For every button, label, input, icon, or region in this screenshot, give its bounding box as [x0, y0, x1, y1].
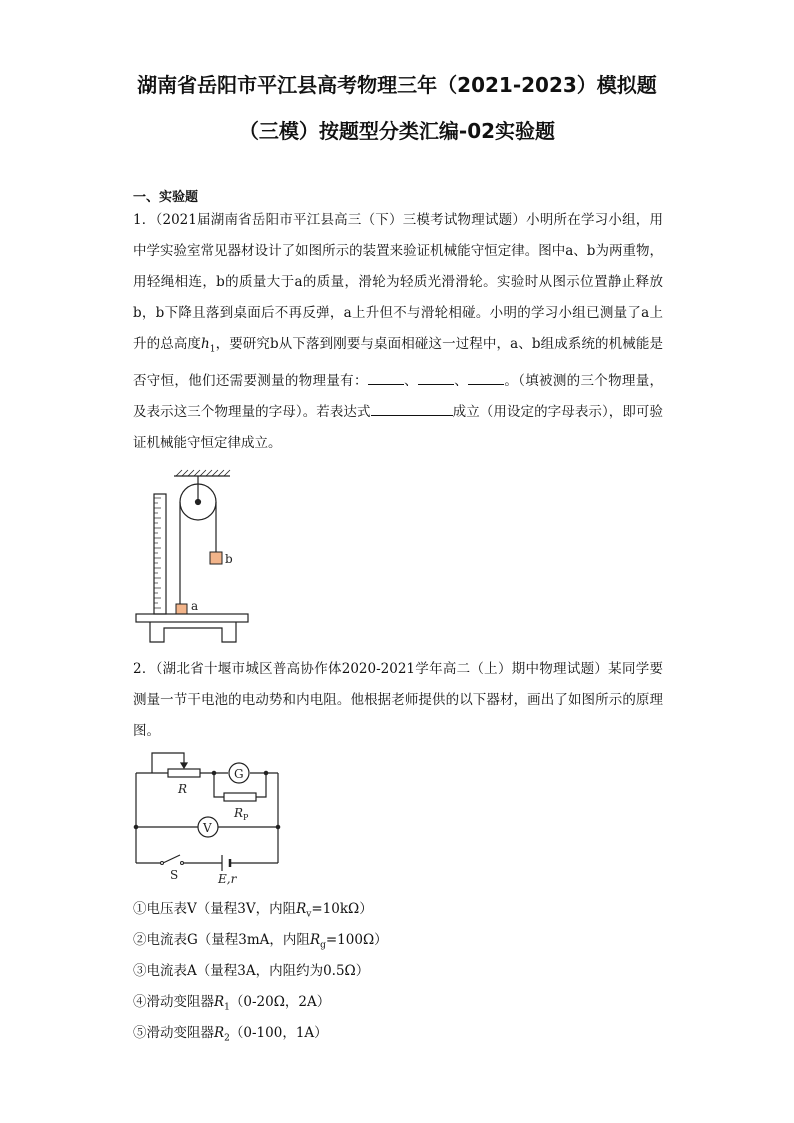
item-mark: ④ — [133, 994, 147, 1010]
q2-source: （湖北省十堰市城区普高协作体2020-2021学年高二（上）期中物理试题） — [155, 661, 609, 677]
mass-b — [210, 552, 222, 564]
circuit-diagram-figure — [130, 747, 290, 885]
equipment-item-1 — [133, 899, 373, 925]
q2-text: 某同学要测量一节干电池的电动势和内电阻。他根据老师提供的以下器材，画出了如图所示的原理图。 — [133, 661, 663, 739]
q1-h-var: h — [201, 336, 210, 352]
q1-text-a: 小明所在学习小组，用中学实验室常见器材设计了如图所示的装置来验证机械能守恒定律。图中a、b为两重物，用轻绳相连，b的质量大于a的质量，滑轮为轻质光滑滑轮。实验时从图示位置静止释放b，b下降且落到桌面后不再反弹，a上升但不与滑轮相碰。小明的学习小组已测量了a上升的总高度 — [133, 212, 664, 352]
answer-blank-1[interactable] — [368, 370, 404, 385]
q1-sep-1: 、 — [403, 372, 418, 389]
page-title: 湖南省岳阳市平江县高考物理三年（2021-2023）模拟题（三模）按题型分类汇编-02实验题 — [137, 73, 657, 143]
item-text: 电流表A（量程3A，内阻约为0.5Ω） — [146, 963, 370, 979]
equipment-item-3 — [133, 961, 369, 981]
q1-sep-2: 、 — [453, 372, 469, 389]
q1-source: （2021届湖南省岳阳市平江县高三（下）三模考试物理试题） — [155, 212, 527, 228]
item-mark: ② — [133, 932, 147, 948]
item-text-tail: =100Ω） — [325, 932, 388, 948]
q2-number: 2． — [133, 661, 156, 677]
item-mark: ⑤ — [133, 1025, 147, 1041]
label-b: b — [225, 552, 233, 566]
item-text: 电压表V（量程3V，内阻 — [146, 901, 297, 917]
mass-a — [176, 604, 187, 614]
item-text: 电流表G（量程3mA，内阻 — [146, 932, 310, 948]
equipment-item-4 — [133, 992, 330, 1018]
ruler-ticks — [154, 498, 161, 608]
item-var: R — [214, 1025, 225, 1041]
item-sub: 1 — [224, 1002, 230, 1013]
label-v: V — [203, 821, 212, 835]
pulley-apparatus-figure — [130, 462, 260, 648]
answer-blank-expression[interactable] — [371, 401, 453, 416]
equipment-item-2 — [133, 930, 388, 956]
item-mark: ③ — [133, 963, 147, 979]
q1-text-d: 成立（用设定的字母表示），即可验证机械能守恒定律成立。 — [133, 403, 664, 451]
answer-blank-2[interactable] — [418, 370, 454, 385]
question-2 — [133, 654, 663, 747]
label-er: E,r — [218, 872, 237, 885]
item-var: R — [309, 932, 321, 948]
q1-text-c: 。（填被测的三个物理量，及表示这三个物理量的字母）。若表达式 — [133, 372, 664, 420]
label-rp: R — [234, 806, 244, 820]
label-a: a — [191, 599, 199, 613]
table — [136, 614, 248, 642]
item-var: R — [214, 994, 225, 1010]
item-text: 滑动变阻器 — [146, 994, 214, 1010]
q1-text-b: ，要研究b从下落到刚要与桌面相碰这一过程中，a、b组成系统的机械能是否守恒，他们还需要测量的物理量有： — [133, 336, 663, 389]
label-g: G — [234, 767, 244, 781]
label-r: R — [178, 782, 188, 796]
question-1 — [133, 205, 663, 459]
item-text-tail: （0-100，1A） — [229, 1025, 328, 1041]
item-sub: v — [306, 909, 312, 920]
q1-h-sub: 1 — [209, 344, 216, 355]
item-text-tail: （0-20Ω，2A） — [229, 994, 331, 1010]
item-sub: g — [320, 940, 326, 951]
q1-number: 1． — [133, 212, 156, 228]
item-sub: 2 — [224, 1033, 230, 1044]
label-rp-sub: P — [243, 813, 249, 822]
section-heading: 一、实验题 — [133, 190, 199, 205]
item-mark: ① — [133, 901, 147, 917]
item-text-tail: =10kΩ） — [311, 901, 373, 917]
item-var: R — [296, 901, 307, 917]
equipment-item-5 — [133, 1023, 328, 1049]
label-s: S — [170, 868, 179, 882]
answer-blank-3[interactable] — [468, 370, 504, 385]
item-text: 滑动变阻器 — [146, 1025, 214, 1041]
